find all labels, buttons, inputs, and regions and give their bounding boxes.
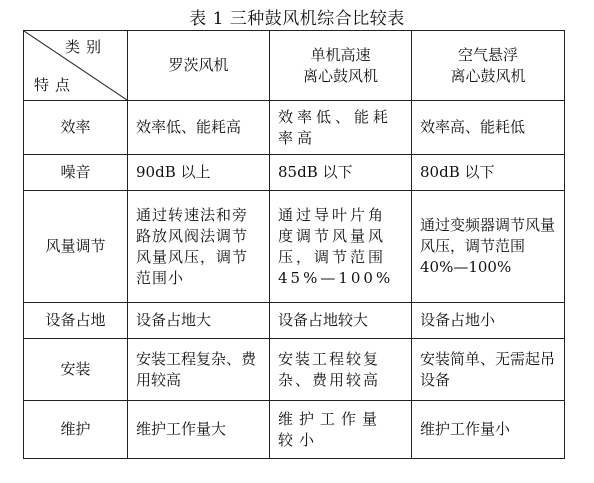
table-cell: 80dB 以下 bbox=[412, 155, 565, 191]
table-cell: 效率高、能耗低 bbox=[412, 101, 565, 155]
table-cell: 维护工作量较小 bbox=[270, 401, 412, 459]
table-row bbox=[24, 339, 565, 401]
row-label-installation: 安装 bbox=[24, 339, 128, 401]
table-header-row bbox=[24, 31, 565, 101]
column-header-air-bearing-blower: 空气悬浮 离心鼓风机 bbox=[412, 31, 565, 101]
table-row bbox=[24, 303, 565, 339]
table-cell: 设备占地大 bbox=[128, 303, 270, 339]
table-cell: 效率低、能耗高 bbox=[128, 101, 270, 155]
row-label-efficiency: 效率 bbox=[24, 101, 128, 155]
table-cell: 85dB 以下 bbox=[270, 155, 412, 191]
column-header-high-speed-blower: 单机高速 离心鼓风机 bbox=[270, 31, 412, 101]
table-cell: 90dB 以上 bbox=[128, 155, 270, 191]
table-cell: 设备占地小 bbox=[412, 303, 565, 339]
table-cell: 通过导叶片角度调节风量风压，调节范围45%—100% bbox=[270, 191, 412, 303]
category-label: 类别 bbox=[64, 38, 107, 56]
table-row bbox=[24, 101, 565, 155]
table-caption: 表 1 三种鼓风机综合比较表 bbox=[189, 9, 405, 29]
table-cell: 安装工程复杂、费用较高 bbox=[128, 339, 270, 401]
table-cell: 维护工作量小 bbox=[412, 401, 565, 459]
table-cell: 效率低、能耗率高 bbox=[270, 101, 412, 155]
table-row bbox=[24, 401, 565, 459]
row-label-footprint: 设备占地 bbox=[24, 303, 128, 339]
feature-label: 特点 bbox=[34, 76, 77, 94]
row-label-noise: 噪音 bbox=[24, 155, 128, 191]
table-cell: 维护工作量大 bbox=[128, 401, 270, 459]
table-cell: 通过转速法和旁路放风阀法调节风量风压，调节范围小 bbox=[128, 191, 270, 303]
row-label-airflow-regulation: 风量调节 bbox=[24, 191, 128, 303]
table-cell: 通过变频器调节风量风压，调节范围 40%—100% bbox=[412, 191, 565, 303]
row-label-maintenance: 维护 bbox=[24, 401, 128, 459]
table-cell: 设备占地较大 bbox=[270, 303, 412, 339]
table-row bbox=[24, 191, 565, 303]
table-cell: 安装工程较复杂、费用较高 bbox=[270, 339, 412, 401]
table-row bbox=[24, 155, 565, 191]
table-cell: 安装简单、无需起吊设备 bbox=[412, 339, 565, 401]
column-header-roots-blower: 罗茨风机 bbox=[128, 31, 270, 101]
diagonal-header-cell bbox=[24, 31, 128, 101]
comparison-table bbox=[23, 30, 565, 459]
